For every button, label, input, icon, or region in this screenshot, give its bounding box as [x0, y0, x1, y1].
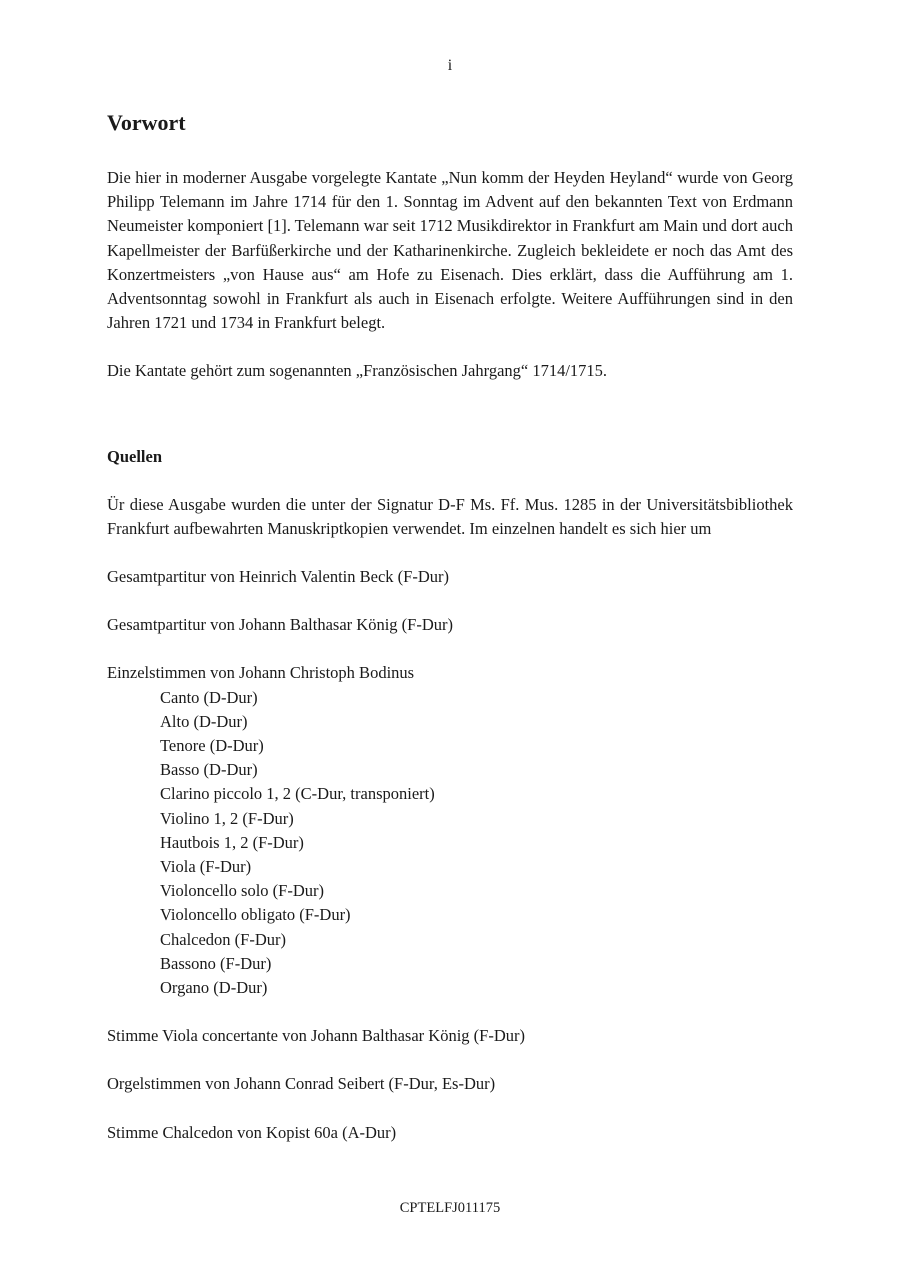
sources-heading: Quellen — [107, 446, 163, 466]
list-item: Canto (D-Dur) — [160, 687, 258, 707]
list-item: Clarino piccolo 1, 2 (C-Dur, transponiert) — [160, 784, 435, 804]
parts-bodinus-list — [107, 686, 793, 1001]
list-item: Chalcedon (F-Dur) — [160, 929, 287, 949]
source-organ-seibert: Orgelstimmen von Johann Conrad Seibert (F-Dur, Es-Dur) — [107, 1074, 496, 1094]
list-item: Violoncello solo (F-Dur) — [160, 881, 324, 901]
source-viola-koenig: Stimme Viola concertante von Johann Balthasar König (F-Dur) — [107, 1026, 525, 1046]
sources-intro: Ür diese Ausgabe wurden die unter der Signatur D-F Ms. Ff. Mus. 1285 in der Universitätsbibliothek Frankfurt aufbewahrten Manuskriptkopien verwendet. Im einzelnen handelt es sich hier um — [107, 494, 793, 538]
page-number: i — [447, 57, 453, 74]
preface-paragraph-2: Die Kantate gehört zum sogenannten „Französischen Jahrgang“ 1714/1715. — [107, 361, 608, 381]
list-item: Viola (F-Dur) — [160, 857, 252, 877]
source-parts-bodinus-heading: Einzelstimmen von Johann Christoph Bodinus — [107, 663, 415, 683]
page-content — [107, 108, 793, 1145]
list-item: Violino 1, 2 (F-Dur) — [160, 808, 294, 828]
source-score-koenig: Gesamtpartitur von Johann Balthasar König (F-Dur) — [107, 615, 453, 635]
list-item: Hautbois 1, 2 (F-Dur) — [160, 832, 304, 852]
list-item: Basso (D-Dur) — [160, 760, 258, 780]
list-item: Bassono (F-Dur) — [160, 953, 272, 973]
source-score-beck: Gesamtpartitur von Heinrich Valentin Beck (F-Dur) — [107, 567, 449, 587]
source-chalcedon-kopist: Stimme Chalcedon von Kopist 60a (A-Dur) — [107, 1122, 397, 1142]
list-item: Tenore (D-Dur) — [160, 736, 264, 756]
list-item: Violoncello obligato (F-Dur) — [160, 905, 351, 925]
footer-catalog-code: CPTELFJ011175 — [399, 1200, 501, 1216]
list-item: Alto (D-Dur) — [160, 711, 248, 731]
preface-paragraph-1: Die hier in moderner Ausgabe vorgelegte Kantate „Nun komm der Heyden Heyland“ wurde von Georg Philipp Telemann im Jahre 1714 für den 1. Sonntag im Advent auf den bekannten Text von Erdmann Neumeister komponiert [1]. Telemann war seit 1712 Musikdirektor in Frankfurt am Main und dort auch Kapellmeister der Barfüßerkirche und der Katharinenkirche. Zugleich bekleidete er noch das Amt des Konzertmeisters „von Hause aus“ am Hofe zu Eisenach. Dies erklärt, dass die Aufführung am 1. Adventsonntag sowohl in Frankfurt als auch in Eisenach erfolgte. Weitere Aufführungen sind in den Jahren 1721 und 1734 in Frankfurt belegt. — [107, 168, 793, 333]
list-item: Organo (D-Dur) — [160, 978, 268, 998]
preface-heading: Vorwort — [107, 110, 186, 135]
